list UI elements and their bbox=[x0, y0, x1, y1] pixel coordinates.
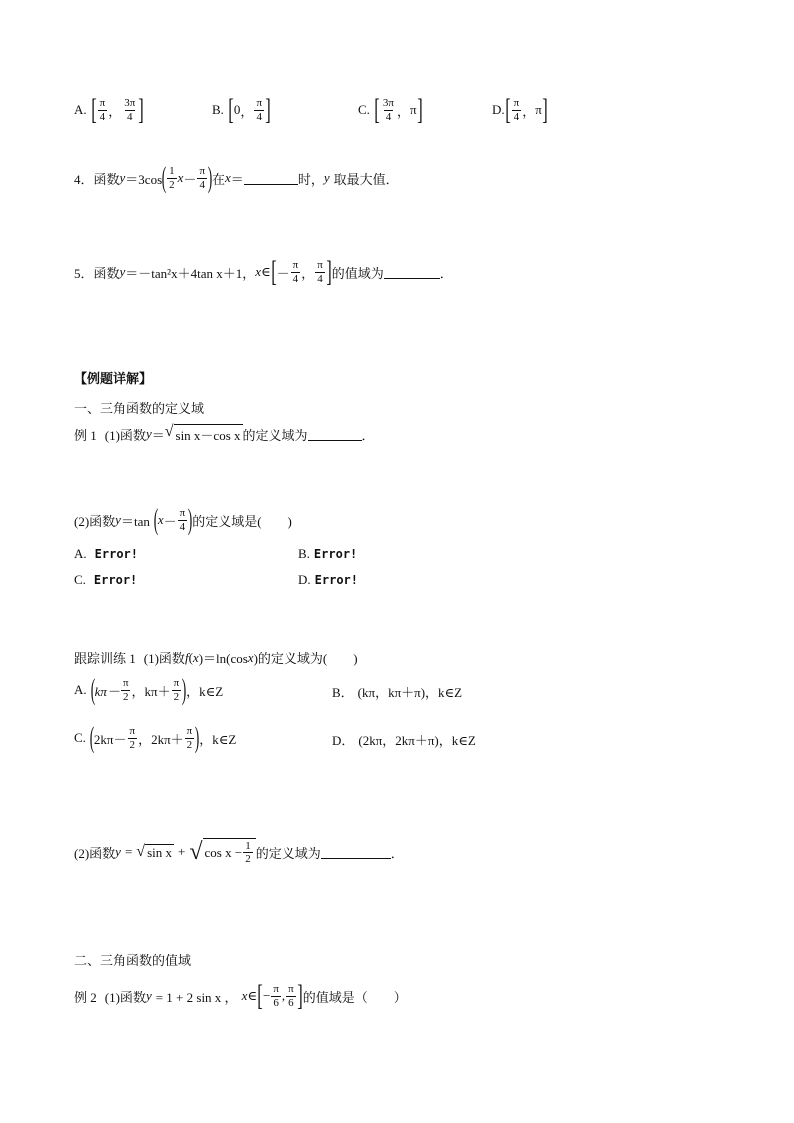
option-text: (2kπ，2kπ＋π)，k∈Z bbox=[358, 733, 476, 748]
fraction: $\frac{\pi}{4}$ bbox=[179, 507, 186, 533]
option-label: B. bbox=[298, 546, 310, 561]
option-text: Error! bbox=[314, 573, 358, 587]
option-label: D． bbox=[332, 733, 355, 748]
q3-option-d: D. [ $\frac{\pi}{4}$ ， π ] bbox=[492, 93, 548, 126]
fraction: $\frac{\pi}{4}$ bbox=[99, 97, 106, 123]
option-text: Error! bbox=[94, 547, 138, 561]
text: , bbox=[281, 988, 286, 1003]
var-x: x bbox=[247, 649, 254, 665]
right-paren: ) bbox=[194, 721, 200, 754]
var-f: f bbox=[184, 649, 189, 665]
var-x: x bbox=[241, 988, 248, 1003]
var-y: y bbox=[119, 170, 126, 185]
right-bracket: ] bbox=[416, 93, 423, 126]
example-1-part-2 bbox=[74, 503, 292, 536]
example-2 bbox=[74, 979, 407, 1012]
var-y: y bbox=[119, 264, 126, 279]
text: 在 bbox=[212, 171, 226, 187]
question-text: 5．函数 bbox=[74, 265, 120, 281]
track1-option-d[interactable] bbox=[332, 730, 476, 749]
fraction: $\frac{\pi}{4}$ bbox=[256, 97, 262, 123]
text: ． bbox=[439, 265, 453, 281]
section-2-title: 二、三角函数的值域 bbox=[74, 953, 192, 968]
var-x: x bbox=[255, 264, 261, 279]
sqrt-expression: √ sin x bbox=[136, 842, 172, 860]
left-paren: ( bbox=[89, 721, 95, 754]
q3-option-a: A. [ $\frac{\pi}{4}$ ， $\frac{3\pi}{4}$ ] bbox=[74, 93, 145, 126]
question-5: 5．函数 y ＝－tan²x＋4tan x＋1， x ∈ [ － $\frac{\pi}{4}$ ， $\frac{\pi}{4}$ ] 的值域为 ． bbox=[74, 255, 453, 288]
option-label: A. bbox=[74, 682, 87, 697]
option-label: D. bbox=[298, 572, 311, 587]
text: )的定义域为( ) bbox=[253, 651, 358, 666]
answer-blank[interactable] bbox=[321, 845, 391, 859]
answer-blank[interactable] bbox=[384, 265, 440, 279]
text: (1)函数 bbox=[104, 989, 146, 1005]
right-paren: ) bbox=[181, 673, 187, 706]
right-bracket: ] bbox=[296, 979, 303, 1012]
text: ∈ bbox=[261, 264, 271, 279]
ex1b-option-c[interactable] bbox=[74, 572, 137, 588]
right-bracket: ] bbox=[138, 93, 145, 126]
left-bracket: [ bbox=[90, 93, 97, 126]
option-label: A. bbox=[74, 546, 87, 561]
value: 0 bbox=[233, 102, 241, 117]
text: 的定义域是( ) bbox=[192, 513, 292, 529]
var-y: y bbox=[115, 844, 121, 859]
fraction: $\frac{3\pi}{4}$ bbox=[382, 97, 394, 123]
option-label: C. bbox=[358, 102, 370, 117]
right-bracket: ] bbox=[542, 93, 548, 126]
plus: + bbox=[178, 844, 186, 859]
left-bracket: [ bbox=[270, 255, 277, 288]
left-bracket: [ bbox=[257, 979, 263, 1012]
fraction: $\frac{\pi}{4}$ bbox=[292, 259, 299, 285]
equation-text: ＝－tan²x＋4tan x＋1， bbox=[125, 265, 256, 281]
ex1b-option-d[interactable] bbox=[298, 572, 358, 588]
ex1b-option-b[interactable] bbox=[298, 546, 357, 562]
right-bracket: ] bbox=[326, 255, 332, 288]
fraction: $\frac{\pi}{6}$ bbox=[273, 983, 279, 1009]
training-label: 跟踪训练 1 bbox=[74, 651, 136, 666]
left-bracket: [ bbox=[374, 93, 380, 126]
q3-option-b: B. [ 0 ， $\frac{\pi}{4}$ ] bbox=[212, 93, 271, 126]
fraction: $\frac{\pi}{2}$ bbox=[173, 677, 180, 703]
text: (1)函数 bbox=[143, 651, 185, 666]
var-y: y bbox=[115, 512, 121, 527]
option-text: (kπ，kπ＋π)，k∈Z bbox=[357, 685, 463, 700]
text: 的值域是（ ） bbox=[302, 989, 407, 1005]
text: ，k∈Z bbox=[199, 731, 237, 747]
var-y: y bbox=[145, 426, 152, 441]
q3-option-c: C. [ $\frac{3\pi}{4}$ ， π ] bbox=[358, 93, 423, 126]
value: π bbox=[535, 102, 542, 117]
text: 的定义域为 bbox=[255, 845, 321, 861]
fraction: $\frac{\pi}{2}$ bbox=[129, 725, 136, 751]
minus: － bbox=[183, 171, 197, 187]
text: 取最大值． bbox=[333, 171, 399, 187]
text: ∈ bbox=[247, 988, 257, 1003]
text: (2)函数 bbox=[74, 845, 116, 861]
option-text: Error! bbox=[313, 547, 358, 561]
text: ＝tan bbox=[120, 513, 150, 529]
example-1 bbox=[74, 424, 375, 444]
example-label: 例 1 bbox=[74, 427, 97, 443]
option-label: A. bbox=[74, 102, 87, 117]
sqrt-expression: √ cos x − $\frac{1}{2}$ bbox=[189, 838, 255, 866]
var-x: x bbox=[157, 512, 164, 527]
option-label: D. bbox=[492, 102, 505, 117]
fraction: $\frac{\pi}{2}$ bbox=[122, 677, 129, 703]
text: ＝ bbox=[230, 171, 244, 187]
text: 2kπ－ bbox=[93, 731, 127, 747]
answer-blank[interactable] bbox=[244, 171, 298, 185]
section-1-title: 一、三角函数的定义域 bbox=[74, 401, 205, 416]
option-label: C. bbox=[74, 730, 86, 745]
text: ，2kπ＋ bbox=[138, 731, 184, 747]
left-paren: ( bbox=[161, 161, 167, 194]
right-bracket: ] bbox=[265, 93, 271, 126]
left-bracket: [ bbox=[504, 93, 511, 126]
ex1b-option-a[interactable] bbox=[74, 546, 138, 562]
minus: － bbox=[276, 265, 290, 281]
minus: － bbox=[163, 513, 177, 529]
fraction: $\frac{\pi}{2}$ bbox=[186, 725, 193, 751]
left-bracket: [ bbox=[228, 93, 234, 126]
text: 时， bbox=[297, 171, 324, 187]
track1-option-b[interactable] bbox=[332, 682, 462, 701]
section-example-title: 【例题详解】 bbox=[74, 371, 153, 386]
text: ，kπ＋ bbox=[131, 683, 171, 699]
text: 的值域为 bbox=[331, 265, 384, 281]
track1-option-a[interactable] bbox=[74, 673, 224, 706]
equation-text: = 1 + 2 sin x ， bbox=[155, 989, 238, 1005]
question-4 bbox=[74, 161, 399, 194]
example-label: 例 2 bbox=[74, 989, 97, 1005]
fraction: $\frac{\pi}{6}$ bbox=[288, 983, 294, 1009]
text: )＝ln(cos bbox=[198, 651, 248, 666]
minus: − bbox=[262, 988, 271, 1003]
var-x: x bbox=[192, 649, 199, 665]
answer-blank[interactable] bbox=[308, 427, 362, 441]
fraction: $\frac{\pi}{4}$ bbox=[317, 259, 323, 285]
sqrt-expression: √ sin x－cos x bbox=[164, 423, 241, 443]
option-label: B. bbox=[212, 102, 224, 117]
option-label: B． bbox=[332, 685, 354, 700]
tracking-training-1 bbox=[74, 648, 358, 667]
fraction: $\frac{3\pi}{4}$ bbox=[124, 97, 136, 123]
fraction: $\frac{\pi}{4}$ bbox=[513, 97, 520, 123]
option-text: Error! bbox=[93, 573, 138, 587]
value: π bbox=[410, 102, 417, 117]
text: (1)函数 bbox=[104, 427, 146, 443]
text: 的定义域为 bbox=[242, 427, 308, 443]
left-paren: ( bbox=[153, 503, 159, 536]
text: ，k∈Z bbox=[186, 683, 224, 699]
text: (2)函数 bbox=[74, 513, 116, 529]
fraction: $\frac{\pi}{4}$ bbox=[199, 165, 205, 191]
track1-option-c[interactable] bbox=[74, 721, 237, 754]
fraction: $\frac{1}{2}$ bbox=[169, 165, 175, 191]
text: ( bbox=[188, 649, 193, 665]
text: ． bbox=[361, 427, 375, 443]
var-x: x bbox=[177, 170, 184, 185]
option-label: C. bbox=[74, 572, 86, 587]
question-text: 4．函数 bbox=[74, 171, 120, 187]
text: ＝ bbox=[151, 427, 165, 443]
right-paren: ) bbox=[187, 503, 193, 536]
text: ． bbox=[390, 845, 404, 861]
var-x: x bbox=[225, 170, 231, 185]
var-y: y bbox=[323, 170, 330, 185]
left-paren: ( bbox=[90, 673, 95, 706]
right-paren: ) bbox=[207, 161, 213, 194]
tracking-training-1-part-2 bbox=[74, 838, 404, 866]
var-y: y bbox=[145, 988, 152, 1003]
equation-text: ＝3cos bbox=[125, 171, 163, 187]
text: = bbox=[124, 844, 133, 859]
text: kπ－ bbox=[94, 683, 120, 699]
